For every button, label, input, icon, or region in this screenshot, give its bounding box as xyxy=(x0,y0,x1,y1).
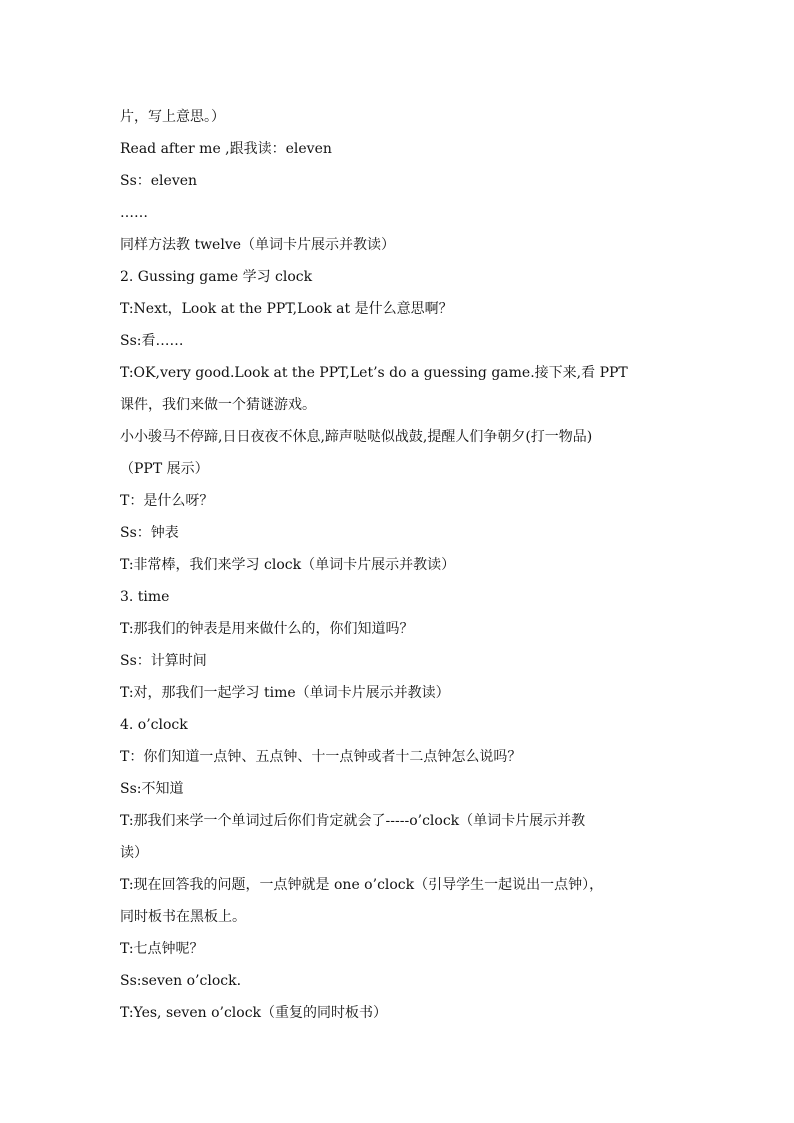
text-line: Ss:不知道 xyxy=(120,781,184,797)
text-line: T:对，那我们一起学习 time（单词卡片展示并教读） xyxy=(120,685,450,701)
text-line: T:七点钟呢？ xyxy=(120,941,204,957)
section-heading: 3. time xyxy=(120,589,170,605)
text-line: T:Yes, seven o’clock（重复的同时板书） xyxy=(120,1005,388,1021)
riddle-line: 小小骏马不停蹄,日日夜夜不休息,蹄声哒哒似战鼓,提醒人们争朝夕(打一物品) xyxy=(120,429,593,445)
text-line: Ss:seven o’clock. xyxy=(120,973,242,989)
text-line: Ss：钟表 xyxy=(120,525,179,541)
text-line: Ss：eleven xyxy=(120,173,198,189)
section-heading: 4. o’clock xyxy=(120,717,188,733)
text-line: Ss：计算时间 xyxy=(120,653,207,669)
text-line: （PPT 展示） xyxy=(120,461,209,477)
text-line: 课件，我们来做一个猜谜游戏。 xyxy=(120,397,316,413)
text-line: T:那我们来学一个单词过后你们肯定就会了-----o’clock（单词卡片展示并教 xyxy=(120,813,586,829)
text-line: …… xyxy=(120,205,148,221)
lesson-text-body xyxy=(120,101,680,1029)
text-line: 同时板书在黑板上。 xyxy=(120,909,246,925)
text-line: T:非常棒，我们来学习 clock（单词卡片展示并教读） xyxy=(120,557,456,573)
text-line: T：是什么呀？ xyxy=(120,493,214,509)
text-line: T:Next，Look at the PPT,Look at 是什么意思啊？ xyxy=(120,301,453,317)
text-line: 读） xyxy=(120,845,148,861)
text-line: T:那我们的钟表是用来做什么的，你们知道吗？ xyxy=(120,621,414,637)
section-heading: 2. Gussing game 学习 clock xyxy=(120,269,313,285)
text-line: T：你们知道一点钟、五点钟、十一点钟或者十二点钟怎么说吗？ xyxy=(120,749,522,765)
text-line: 片，写上意思。） xyxy=(120,109,225,125)
text-line: 同样方法教 twelve（单词卡片展示并教读） xyxy=(120,237,396,253)
text-line: Ss:看…… xyxy=(120,333,184,349)
text-line: Read after me ,跟我读：eleven xyxy=(120,141,332,157)
text-line: T:现在回答我的问题，一点钟就是 one o’clock（引导学生一起说出一点钟）， xyxy=(120,877,604,893)
text-line: T:OK,very good.Look at the PPT,Let’s do a guessing game.接下来,看 PPT xyxy=(120,365,628,381)
